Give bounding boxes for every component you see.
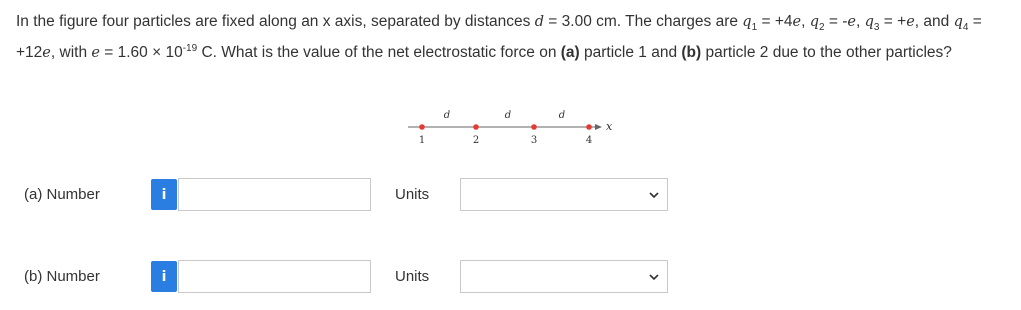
particle-figure bbox=[400, 105, 620, 155]
particle-label-1: 1 bbox=[418, 135, 426, 146]
particle-1 bbox=[419, 124, 425, 130]
x-axis-arrowhead bbox=[595, 124, 602, 130]
chevron-down-icon bbox=[649, 273, 659, 281]
particle-4 bbox=[586, 124, 592, 130]
distance-label-3: d bbox=[558, 110, 566, 121]
info-icon-button-b[interactable]: i bbox=[151, 261, 177, 292]
number-input-a[interactable] bbox=[178, 178, 371, 211]
particle-label-2: 2 bbox=[472, 135, 480, 146]
distance-label-1: d bbox=[443, 110, 451, 121]
particle-label-3: 3 bbox=[530, 135, 538, 146]
info-icon-button-a[interactable]: i bbox=[151, 179, 177, 210]
particle-3 bbox=[531, 124, 537, 130]
answer-row-a bbox=[0, 176, 1021, 216]
units-label-a: Units bbox=[395, 186, 430, 203]
answer-row-b bbox=[0, 258, 1021, 298]
particle-2 bbox=[473, 124, 479, 130]
chevron-down-icon bbox=[649, 191, 659, 199]
units-select-a[interactable] bbox=[460, 178, 668, 211]
units-label-b: Units bbox=[395, 268, 430, 285]
units-select-b[interactable] bbox=[460, 260, 668, 293]
distance-label-2: d bbox=[504, 110, 512, 121]
part-b-label: (b) Number bbox=[24, 268, 100, 285]
part-a-label: (a) Number bbox=[24, 186, 100, 203]
question-text: In the figure four particles are fixed along an x axis, separated by distances d = 3.00 cm. The charges are $q_1 = +4e$, $q_2 = -e$, $q_3 = +e$, and $q_4 = +12e$, with $e = 1.60 \times 10^{-19}$ C. What is the value of the net electrostatic force on (a) particle 1 and (b) particle 2 due to the other particles? bbox=[16, 13, 982, 62]
x-axis-label: x bbox=[606, 120, 613, 133]
number-input-b[interactable] bbox=[178, 260, 371, 293]
particle-label-4: 4 bbox=[585, 135, 593, 146]
